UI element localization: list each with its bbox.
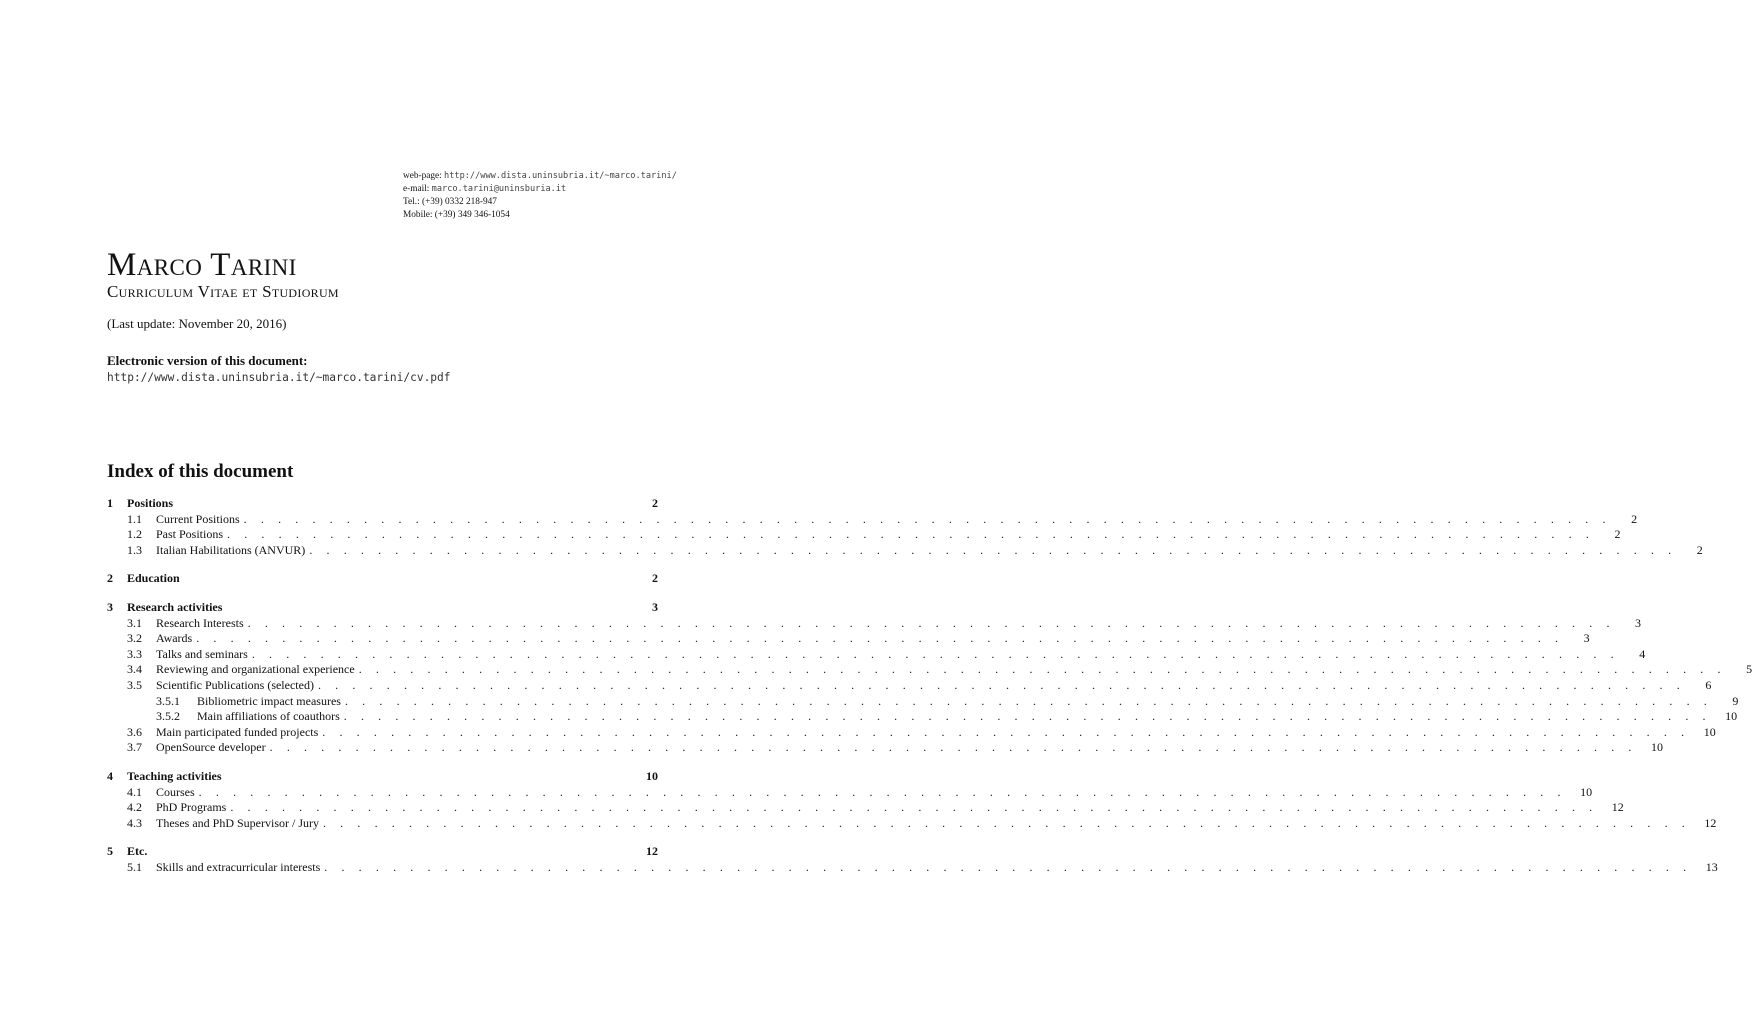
toc-dot-leader: . . . . . . . . . . . . . . . . . . . . . . . . . . . . . . . . . . . . . . . . . . . . . . . . . . . . . . . . . . . . . . . . . . . . . . . . . . . . . . . .: [322, 724, 1690, 739]
document-subtitle: Curriculum Vitae et Studiorum: [107, 282, 339, 301]
toc-section: [107, 844, 1718, 875]
toc-entry-page: 12: [1704, 815, 1717, 830]
toc-subsection-row[interactable]: [107, 724, 1716, 741]
toc-entry-number: 3.6: [127, 724, 142, 739]
toc-entry-page: 3: [652, 599, 658, 614]
toc-entry-page: 10: [646, 768, 658, 783]
toc-entry-page: 2: [1614, 527, 1621, 542]
toc-dot-leader: . . . . . . . . . . . . . . . . . . . . . . . . . . . . . . . . . . . . . . . . . . . . . . . . . . . . . . . . . . . . . . . . . . . . . . . . . . . . . . . .: [230, 800, 1598, 815]
toc-entry-page: 12: [1611, 800, 1624, 815]
toc-dot-leader: . . . . . . . . . . . . . . . . . . . . . . . . . . . . . . . . . . . . . . . . . . . . . . . . . . . . . . . . . . . . . . . . . . . . . . . . . . . . . . . .: [322, 815, 1691, 830]
toc-entry-title: Main affiliations of coauthors: [197, 709, 340, 724]
toc-entry-number: 4: [107, 768, 113, 783]
toc-entry-title: Education: [127, 571, 180, 586]
toc-dot-leader: . . . . . . . . . . . . . . . . . . . . . . . . . . . . . . . . . . . . . . . . . . . . . . . . . . . . . . . . . . . . . . . . . . . . . . . . . . . . . . . .: [198, 784, 1567, 799]
author-name: Marco Tarini: [107, 247, 297, 283]
last-update: (Last update: November 20, 2016): [107, 316, 287, 331]
toc-entry-page: 3: [1583, 631, 1590, 646]
toc-subsection-row[interactable]: [107, 631, 1590, 647]
toc-subsection-row[interactable]: [107, 527, 1621, 543]
toc-entry-page: 4: [1639, 646, 1646, 661]
toc-entry-page: 10: [1725, 709, 1738, 724]
toc-entry-number: 4.2: [127, 800, 142, 815]
toc-entry-page: 2: [1631, 511, 1638, 526]
email-label: e-mail:: [403, 184, 430, 194]
toc-entry-title: Positions: [127, 496, 174, 510]
toc-subsection-row[interactable]: [107, 646, 1646, 663]
toc-dot-leader: . . . . . . . . . . . . . . . . . . . . . . . . . . . . . . . . . . . . . . . . . . . . . . . . . . . . . . . . . . . . . . . . . . . . . . . . . . . . . . . .: [344, 693, 1713, 708]
toc-entry-title: Theses and PhD Supervisor / Jury: [156, 815, 319, 830]
toc-entry-title: Courses: [156, 784, 195, 799]
toc-dot-leader: . . . . . . . . . . . . . . . . . . . . . . . . . . . . . . . . . . . . . . . . . . . . . . . . . . . . . . . . . . . . . . . . . . . . . . . . . . . . . . . .: [358, 662, 1727, 677]
toc-entry-title: Italian Habilitations (ANVUR): [156, 542, 306, 557]
toc-entry-page: 3: [1635, 615, 1642, 630]
toc-entry-page: 2: [652, 571, 658, 586]
toc-dot-leader: . . . . . . . . . . . . . . . . . . . . . . . . . . . . . . . . . . . . . . . . . . . . . . . . . . . . . . . . . . . . . . . . . . . . . . . . . . . . . . . .: [251, 646, 1620, 661]
name-block: [107, 248, 339, 302]
toc-section-row[interactable]: [107, 844, 658, 860]
toc-section: [107, 571, 658, 587]
toc-entry-page: 10: [1580, 784, 1593, 799]
electronic-version: [107, 353, 451, 384]
toc-entry-page: 5: [1746, 662, 1752, 677]
web-page-label: web-page:: [403, 171, 442, 181]
toc-subsection-row[interactable]: [107, 677, 1712, 694]
toc-entry-page: 2: [1696, 542, 1703, 557]
toc-entry-title: Teaching activities: [127, 768, 222, 783]
toc-subsubsection-row[interactable]: [107, 693, 1739, 710]
toc-dot-leader: . . . . . . . . . . . . . . . . . . . . . . . . . . . . . . . . . . . . . . . . . . . . . . . . . . . . . . . . . . . . . . . . . . . . . . . . . . . . . . . .: [324, 859, 1692, 874]
toc-entry-title: Awards: [156, 631, 193, 646]
toc-section-row[interactable]: [107, 769, 658, 785]
toc-entry-number: 3: [107, 599, 113, 614]
toc-entry-number: 3.5: [127, 677, 142, 692]
toc-subsection-row[interactable]: [107, 542, 1703, 559]
toc-entry-number: 1: [107, 496, 113, 510]
toc-entry-title: Etc.: [127, 844, 148, 859]
toc-dot-leader: . . . . . . . . . . . . . . . . . . . . . . . . . . . . . . . . . . . . . . . . . . . . . . . . . . . . . . . . . . . . . . . . . . . . . . . . . . . . . . . .: [309, 542, 1677, 557]
toc-entry-number: 3.3: [127, 646, 142, 661]
toc-subsection-row[interactable]: [107, 740, 1664, 756]
toc-section-row[interactable]: [107, 600, 658, 616]
electronic-version-link[interactable]: http://www.dista.uninsubria.it/~marco.tarini/cv.pdf: [107, 371, 451, 384]
toc-dot-leader: . . . . . . . . . . . . . . . . . . . . . . . . . . . . . . . . . . . . . . . . . . . . . . . . . . . . . . . . . . . . . . . . . . . . . . . . . . . . . . . .: [227, 527, 1595, 542]
toc-dot-leader: . . . . . . . . . . . . . . . . . . . . . . . . . . . . . . . . . . . . . . . . . . . . . . . . . . . . . . . . . . . . . . . . . . . . . . . . . . . . . . . .: [317, 677, 1686, 692]
toc-dot-leader: . . . . . . . . . . . . . . . . . . . . . . . . . . . . . . . . . . . . . . . . . . . . . . . . . . . . . . . . . . . . . . . . . . . . . . . . . . . . . . . .: [247, 615, 1616, 630]
toc-entry-title: Research activities: [127, 599, 223, 614]
toc-dot-leader: . . . . . . . . . . . . . . . . . . . . . . . . . . . . . . . . . . . . . . . . . . . . . . . . . . . . . . . . . . . . . . . . . . . . . . . . . . . . . . . .: [269, 740, 1638, 755]
toc-entry-title: Reviewing and organizational experience: [156, 662, 355, 677]
toc-entry-page: 6: [1705, 677, 1712, 692]
toc-entry-title: Past Positions: [156, 527, 224, 542]
toc-entry-number: 3.4: [127, 662, 142, 677]
toc-entry-page: 2: [652, 496, 658, 510]
toc-entry-number: 2: [107, 571, 113, 586]
toc-section: [107, 599, 1752, 756]
toc-entry-page: 12: [646, 844, 658, 859]
toc-entry-number: 5.1: [127, 859, 142, 874]
email-link[interactable]: marco.tarini@uninsburia.it: [431, 184, 567, 194]
toc-entry-title: OpenSource developer: [156, 740, 266, 755]
toc-entry-number: 1.2: [127, 527, 142, 542]
toc-entry-number: 5: [107, 844, 113, 859]
toc-subsection-row[interactable]: [107, 784, 1593, 801]
mobile-line: Mobile: (+39) 349 346-1054: [403, 210, 510, 220]
toc-entry-page: 10: [1703, 724, 1716, 739]
toc-entry-number: 3.7: [127, 740, 142, 755]
tel-line: Tel.: (+39) 0332 218-947: [403, 197, 497, 207]
toc-section: [107, 768, 1717, 831]
toc-entry-title: Research Interests: [156, 615, 244, 630]
index-heading: Index of this document: [107, 461, 294, 482]
toc-entry-title: Scientific Publications (selected): [156, 677, 314, 692]
toc-subsection-row[interactable]: [107, 815, 1717, 832]
toc-dot-leader: . . . . . . . . . . . . . . . . . . . . . . . . . . . . . . . . . . . . . . . . . . . . . . . . . . . . . . . . . . . . . . . . . . . . . . . . . . . . . . . .: [243, 511, 1612, 526]
contact-block: [403, 170, 677, 222]
toc-entry-title: Talks and seminars: [156, 646, 248, 661]
toc-entry-page: 10: [1651, 740, 1664, 755]
toc-entry-page: 13: [1705, 859, 1718, 874]
web-page-line: [403, 170, 677, 183]
toc-entry-number: 1.1: [127, 511, 142, 526]
toc-entry-number: 3.5.2: [156, 709, 180, 724]
toc-entry-title: Current Positions: [156, 511, 240, 526]
toc-section-row[interactable]: [107, 571, 658, 587]
toc-subsection-row[interactable]: [107, 800, 1624, 816]
toc-entry-title: Main participated funded projects: [156, 724, 319, 739]
toc-dot-leader: . . . . . . . . . . . . . . . . . . . . . . . . . . . . . . . . . . . . . . . . . . . . . . . . . . . . . . . . . . . . . . . . . . . . . . . . . . . . . . . .: [196, 631, 1564, 646]
table-of-contents: [107, 496, 1752, 888]
toc-entry-number: 3.5.1: [156, 693, 180, 708]
toc-entry-number: 4.3: [127, 815, 142, 830]
toc-entry-page: 9: [1732, 693, 1739, 708]
email-line: [403, 183, 677, 196]
toc-entry-number: 3.2: [127, 631, 142, 646]
toc-subsection-row[interactable]: [107, 511, 1638, 528]
toc-entry-title: Bibliometric impact measures: [197, 693, 341, 708]
electronic-version-title: Electronic version of this document:: [107, 353, 308, 368]
web-page-link[interactable]: http://www.dista.uninsubria.it/~marco.tarini/: [444, 171, 677, 181]
toc-section: [107, 496, 1703, 558]
toc-subsection-row[interactable]: [107, 615, 1642, 632]
toc-entry-number: 4.1: [127, 784, 142, 799]
toc-entry-number: 1.3: [127, 542, 142, 557]
toc-subsubsection-row[interactable]: [107, 709, 1738, 725]
toc-entry-title: PhD Programs: [156, 800, 227, 815]
toc-entry-title: Skills and extracurricular interests: [156, 859, 321, 874]
toc-subsection-row[interactable]: [107, 662, 1752, 678]
toc-dot-leader: . . . . . . . . . . . . . . . . . . . . . . . . . . . . . . . . . . . . . . . . . . . . . . . . . . . . . . . . . . . . . . . . . . . . . . . . . . . . . . . .: [343, 709, 1712, 724]
toc-subsection-row[interactable]: [107, 859, 1718, 876]
toc-section-row[interactable]: [107, 496, 658, 512]
toc-entry-number: 3.1: [127, 615, 142, 630]
